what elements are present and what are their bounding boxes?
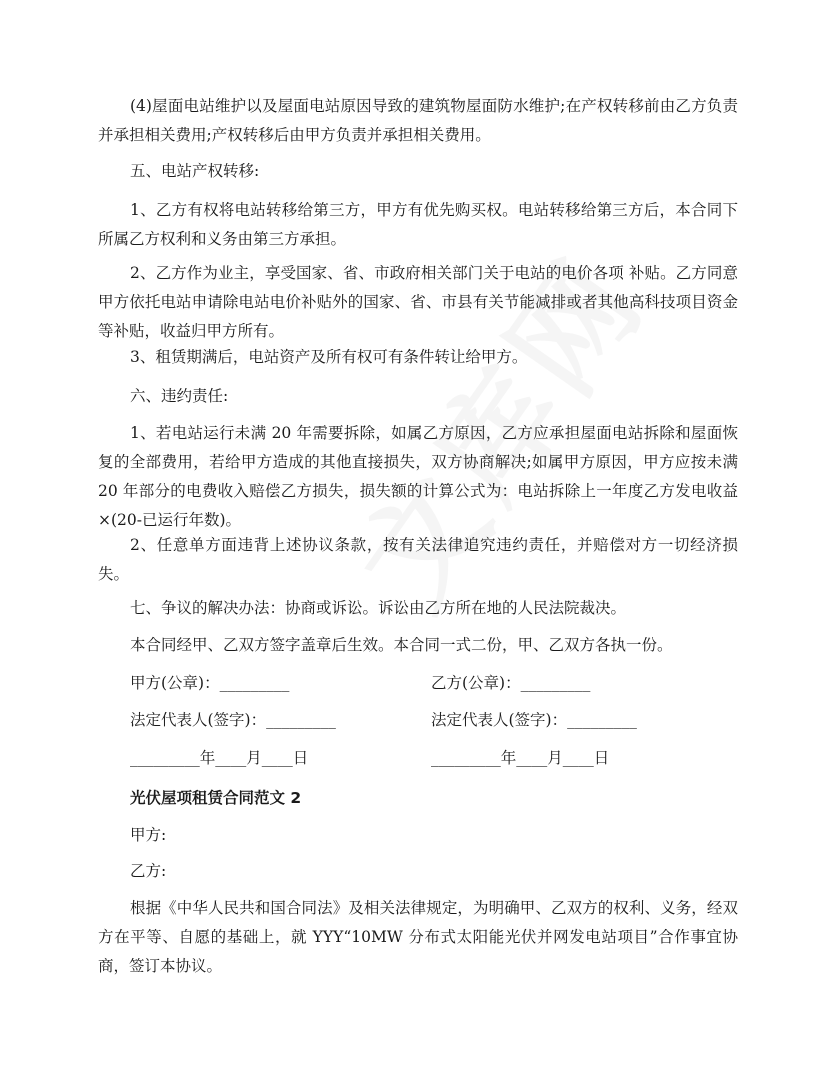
section-5-heading: 五、电站产权转移: (130, 162, 260, 180)
clause-6-1: 1、若电站运行未满 20 年需要拆除，如属乙方原因，乙方应承担屋面电站拆除和屋面恢复的全部费用，若给甲方造成的其他直接损失，双方协商解决;如属甲方原因，甲方应按未满 20 年部分的电费收入赔偿乙方损失，损失额的计算公式为：电站拆除上一年度乙方发电收益×(20-已运行年数)。 (98, 424, 738, 529)
clause-5-3: 3、租赁期满后，电站资产及所有权可有条件转让给甲方。 (130, 348, 528, 366)
party-b-seal: 乙方(公章)：_________ (431, 674, 591, 692)
party-b-representative: 法定代表人(签字)：_________ (431, 711, 637, 729)
clause-5-1: 1、乙方有权将电站转移给第三方，甲方有优先购买权。电站转移给第三方后，本合同下所属乙方权利和义务由第三方承担。 (98, 201, 738, 248)
section-2-party-a: 甲方: (130, 826, 167, 844)
section-2-intro: 根据《中华人民共和国合同法》及相关法律规定，为明确甲、乙双方的权利、义务，经双方在平等、自愿的基础上，就 YYY“10MW 分布式太阳能光伏并网发电站项目”合作事宜协商，签订本协议。 (98, 899, 738, 975)
section-6-heading: 六、违约责任: (130, 387, 229, 405)
clause-6-2: 2、任意单方面违背上述协议条款，按有关法律追究违约责任，并赔偿对方一切经济损失。 (98, 536, 738, 583)
party-a-date: _________年____月____日 (130, 749, 309, 767)
section-2-party-b: 乙方: (130, 862, 167, 880)
section-7-disputes: 七、争议的解决办法：协商或诉讼。诉讼由乙方所在地的人民法院裁决。 (130, 599, 627, 617)
effectiveness-clause: 本合同经甲、乙双方签字盖章后生效。本合同一式二份，甲、乙双方各执一份。 (130, 636, 673, 654)
clause-5-2: 2、乙方作为业主，享受国家、省、市政府相关部门关于电站的电价各项 补贴。乙方同意甲方依托电站申请除电站电价补贴外的国家、省、市县有关节能减排或者其他高科技项目资金等补贴，收益归甲方所有。 (98, 264, 738, 340)
party-a-representative: 法定代表人(签字)：_________ (130, 711, 336, 729)
party-b-date: _________年____月____日 (431, 749, 610, 767)
section-2-title: 光伏屋项租赁合同范文 2 (130, 789, 302, 807)
clause-4-maintenance: (4)屋面电站维护以及屋面电站原因导致的建筑物屋面防水维护;在产权转移前由乙方负责并承担相关费用;产权转移后由甲方负责并承担相关费用。 (98, 97, 738, 144)
party-a-seal: 甲方(公章)：_________ (130, 674, 290, 692)
